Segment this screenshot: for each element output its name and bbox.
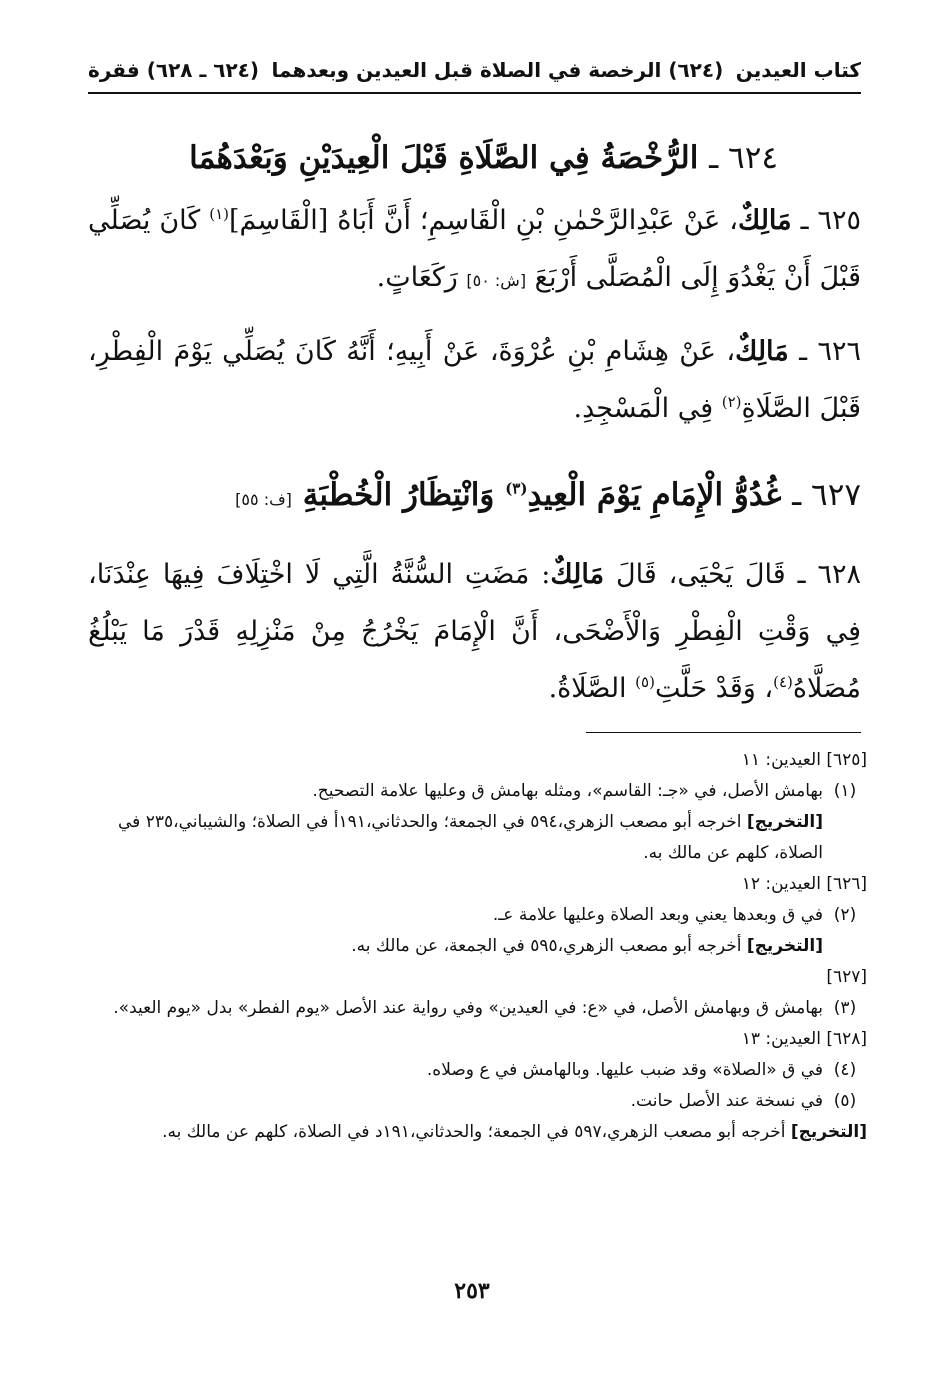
note-reference-628: [٦٢٨] العيدين: ١٣: [741, 1029, 867, 1049]
note-reference-627: [٦٢٧]: [826, 967, 867, 987]
chapter-title: غُدُوُّ الْإِمَامِ يَوْمَ الْعِيدِ: [527, 477, 782, 513]
footnote-ref-2: (٢): [721, 393, 742, 411]
takhrij-text: اخرجه أبو مصعب الزهري،٥٩٤ في الجمعة؛ والحدثاني،١٩١أ في الصلاة؛ والشيباني،٢٣٥ في الصلاة، كلهم عن مالك به.: [117, 812, 823, 863]
footnote-1: [88, 776, 867, 869]
narrator-name: مَالِكٌ: [735, 336, 789, 367]
chapter-number: ٦٢٤ ـ: [709, 140, 778, 176]
paragraph-text: قَالَ يَحْيَى، قَالَ: [604, 559, 786, 590]
paragraph-text: فِي الْمَسْجِدِ.: [573, 393, 722, 424]
takhrij-626: [88, 931, 823, 962]
footnote-text: في ق وبعدها يعني وبعد الصلاة وعليها علامة عـ.: [492, 905, 823, 925]
footnote-5: [88, 1086, 867, 1117]
footnote-number: (١): [833, 781, 857, 801]
header-paragraph-range: (٦٢٤ ـ ٦٢٨) فقرة: [88, 58, 260, 82]
footnote-text: بهامش الأصل، في «جـ: القاسم»، ومثله بهامش ق وعليها علامة التصحيح.: [312, 781, 823, 801]
footnote-text: في نسخة عند الأصل حانت.: [630, 1091, 823, 1111]
footnote-ref-5: (٥): [635, 673, 655, 691]
footnotes: [88, 745, 867, 1148]
narrator-name: مَالِكٌ: [737, 205, 792, 236]
paragraph-text: ، عَنْ عَبْدِالرَّحْمٰنِ بْنِ الْقَاسِمِ؛ أَنَّ أَبَاهُ [الْقَاسِمَ]: [229, 205, 738, 236]
paragraph-text: : مَضَتِ السُّنَّةُ الَّتِي لَا اخْتِلَافَ فِيهَا عِنْدَنَا، فِي وَقْتِ الْفِطْرِ وَالْأَضْحَى، أَنَّ الْإِمَامَ يَخْرُجُ مِنْ مَنْزِلِهِ قَدْرَ مَا يَبْلُغُ مُصَلَّاهُ: [88, 559, 861, 704]
footnote-4: [88, 1055, 867, 1086]
paragraph-628: [88, 546, 861, 717]
paragraph-text: كَانَ يُصَلِّي قَبْلَ أَنْ يَغْدُوَ إِلَى الْمُصَلَّى أَرْبَعَ: [88, 205, 861, 293]
takhrij-paragraph: [88, 1117, 867, 1148]
running-header: [88, 50, 861, 90]
takhrij-text: أخرجه أبو مصعب الزهري،٥٩٧ في الجمعة؛ والحدثاني،١٩١د في الصلاة، كلهم عن مالك به.: [162, 1122, 791, 1142]
footnote-text: بهامش ق وبهامش الأصل، في «ع: في العيدين» وفي رواية عند الأصل «يوم الفطر» بدل «يوم العيد».: [113, 998, 823, 1018]
page-marker: [ش: ٥٠]: [466, 271, 527, 290]
paragraph-number: ٦٢٥ ـ: [800, 205, 862, 236]
header-chapter-title: (٦٢٤) الرخصة في الصلاة قبل العيدين وبعدهما: [271, 58, 724, 82]
footnote-number: (٥): [833, 1091, 857, 1111]
footnote-number: (٣): [833, 998, 857, 1018]
chapter-title: وَانْتِظَارُ الْخُطْبَةِ: [302, 477, 506, 513]
chapter-number: ٦٢٧ ـ: [792, 477, 861, 513]
paragraph-625: [88, 192, 861, 309]
header-rule: [88, 92, 861, 94]
paragraph-number: ٦٢٦ ـ: [799, 336, 861, 367]
note-reference-626: [٦٢٦] العيدين: ١٢: [741, 874, 867, 894]
page-marker: [ف: ٥٥]: [235, 490, 292, 509]
takhrij-625: [88, 807, 823, 869]
page-number: ٢٥٣: [454, 1278, 490, 1304]
footnote-ref-4: (٤): [773, 673, 793, 691]
paragraph-text: ، عَنْ هِشَامِ بْنِ عُرْوَةَ، عَنْ أَبِيهِ؛ أَنَّهُ كَانَ يُصَلِّي يَوْمَ الْفِطْرِ، قَبْلَ الصَّلَاةِ: [88, 336, 861, 424]
takhrij-628: [88, 1117, 867, 1148]
note-reference-625: [٦٢٥] العيدين: ١١: [741, 750, 867, 770]
chapter-title: الرُّخْصَةُ فِي الصَّلَاةِ قَبْلَ الْعِيدَيْنِ وَبَعْدَهُمَا: [189, 140, 699, 176]
paragraph-text: الصَّلَاةُ.: [548, 673, 636, 704]
footnote-ref-3: (٣): [505, 479, 528, 498]
takhrij-label: [التخريج]: [746, 812, 823, 832]
header-book-title: كتاب العيدين: [735, 58, 861, 82]
takhrij-label: [التخريج]: [746, 936, 823, 956]
footnote-ref-1: (١): [209, 205, 230, 223]
footnote-number: (٤): [833, 1060, 857, 1080]
footnote-text: في ق «الصلاة» وقد ضبب عليها. وبالهامش في ع وصلاه.: [426, 1060, 823, 1080]
takhrij-text: أخرجه أبو مصعب الزهري،٥٩٥ في الجمعة، عن مالك به.: [351, 936, 747, 956]
paragraph-626: [88, 323, 861, 437]
takhrij-label: [التخريج]: [790, 1122, 867, 1142]
footnote-3: [88, 993, 867, 1024]
paragraph-text: رَكَعَاتٍ.: [376, 262, 467, 293]
chapter-heading-627: [88, 470, 861, 525]
narrator-name: مَالِكٌ: [550, 559, 605, 590]
footnote-separator: [586, 732, 861, 733]
chapter-heading-624: [88, 133, 778, 183]
paragraph-text: ، وَقَدْ حَلَّتِ: [654, 673, 774, 704]
paragraph-number: ٦٢٨ ـ: [797, 559, 861, 590]
footnote-2: [88, 900, 867, 962]
footnote-number: (٢): [833, 905, 857, 925]
